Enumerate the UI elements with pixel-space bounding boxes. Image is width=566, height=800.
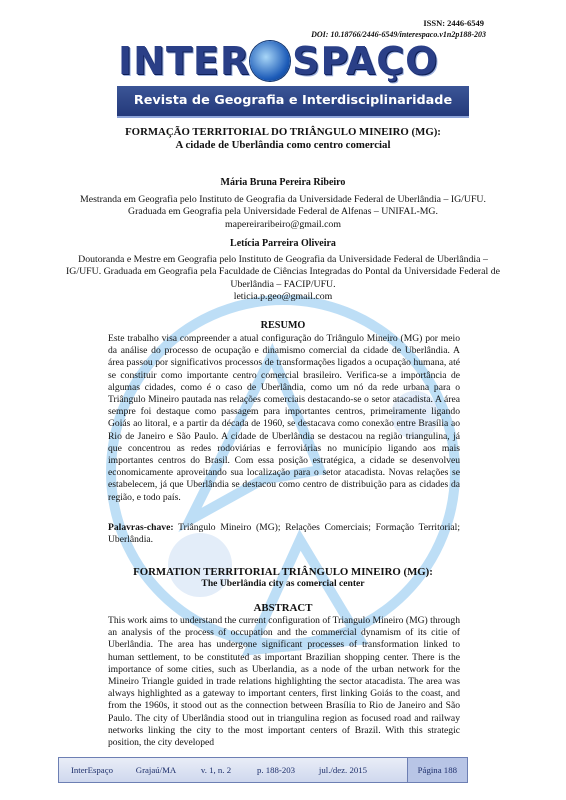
issn: ISSN: 2446-6549 xyxy=(423,18,484,28)
footer-pages: p. 188-203 xyxy=(256,765,296,775)
logo-text-left: INTER xyxy=(118,39,251,83)
english-title-line-1: FORMATION TERRITORIAL TRIÂNGULO MINEIRO (MG): xyxy=(133,566,433,578)
page-footer xyxy=(58,757,468,783)
doi-link[interactable]: DOI: 10.18766/2446-6549/interespaco.v1n2p188-203 xyxy=(311,30,486,39)
author-block-2 xyxy=(60,238,506,304)
article-title xyxy=(60,126,506,152)
footer-page-number: Página 188 xyxy=(407,758,467,782)
abstract-text: This work aims to understand the current configuration of Triangulo Mineiro (MG) through an analysis of the process of occupation and the commercial dynamism of its citie of Uberlândia. The area has undergone significant processes of transformation linked to human settlement, to be constituted as important Brazilian shopping center. There is the importance of some cities, such as Uberlandia, as a node of the urban network for the Mineiro Triangle guided in trade relations highlighting the sector atacadista. The area was always highlighted as a gateway to important centers, first linking Goiás to the coast, and from the 1960s, it stood out as the connection between Brasília to Rio de Janeiro and São Paulo. The city of Uberlândia stood out in triangulina region as focused road and railway networks linking the city to the most important centers of Brazil. With this strategic position, the city developed xyxy=(108,615,460,749)
journal-subtitle-banner: Revista de Geografia e Interdisciplinaridade xyxy=(117,86,469,118)
logo-text-right: SPAÇO xyxy=(292,39,439,83)
author-name: Mária Bruna Pereira Ribeiro xyxy=(220,177,346,188)
author-name: Letícia Parreira Oliveira xyxy=(230,238,336,249)
keywords-text: Triângulo Mineiro (MG); Relações Comerciais; Formação Territorial; Uberlândia. xyxy=(108,522,460,546)
footer-place: Grajaú/MA xyxy=(135,765,177,775)
abstract-heading: ABSTRACT xyxy=(253,602,313,614)
footer-date: jul./dez. 2015 xyxy=(318,765,368,775)
author-email[interactable]: mapereiraribeiro@gmail.com xyxy=(225,218,341,230)
title-line-1: FORMAÇÃO TERRITORIAL DO TRIÂNGULO MINEIRO (MG): xyxy=(125,126,441,138)
author-affiliation: Doutoranda e Mestre em Geografia pelo Instituto de Geografia da Universidade Federal de Uberlândia – IG/UFU. Graduada em Geografia pela Faculdade de Ciências Integradas do Pontal da Universidade Federal de Uberlândia – FACIP/UFU. xyxy=(66,253,500,290)
author-email[interactable]: leticia.p.geo@gmail.com xyxy=(233,291,333,302)
keywords xyxy=(108,522,460,546)
author-block-1 xyxy=(60,177,506,231)
english-title xyxy=(60,566,506,589)
journal-logo xyxy=(118,40,470,82)
footer-volume: v. 1, n. 2 xyxy=(200,765,232,775)
keywords-label: Palavras-chave: xyxy=(108,522,174,533)
resumo-text: Este trabalho visa compreender a atual configuração do Triângulo Mineiro (MG) por meio da análise do processo de ocupação e dinamismo comercial da cidade de Uberlândia. A área passou por significativos processos de transformações ligados a ocupação humana, até se constituir como importante centro comercial brasileiro. Verifica-se a importância de algumas cidades, como é o caso de Uberlândia, como um nó da rede urbana para o Triângulo Mineiro pautada nas relações comerciais destacando-se o setor atacadista. A área sempre foi destaque como passagem para importantes centros, primeiramente ligando Goiás ao litoral, e a partir da década de 1960, se destacava como conexão entre Brasília ao Rio de Janeiro e São Paulo. A cidade de Uberlândia se destacou na região triangulina, já que concentrou as redes rodoviárias e ferroviárias no município ligando aos mais importantes centros do Brasil. Com essa posição estratégica, a cidade se desenvolveu economicamente aproveitando sua localização para o setor atacadista. Novas relações se estabelecem, já que Uberlândia se destacou como centro de distribuição para as cidades da região, e todo país. xyxy=(108,333,460,503)
globe-icon xyxy=(250,41,290,81)
english-title-line-2: The Uberlândia city as comercial center xyxy=(201,578,365,589)
author-affiliation: Mestranda em Geografia pelo Instituto de Geografia da Universidade Federal de Uberlândia – IG/UFU. Graduada em Geografia pela Universidade Federal de Alfenas – UNIFAL-MG. xyxy=(80,193,486,217)
title-line-2: A cidade de Uberlândia como centro comercial xyxy=(175,139,391,151)
resumo-heading: RESUMO xyxy=(260,320,306,331)
footer-journal: InterEspaço xyxy=(70,765,113,775)
